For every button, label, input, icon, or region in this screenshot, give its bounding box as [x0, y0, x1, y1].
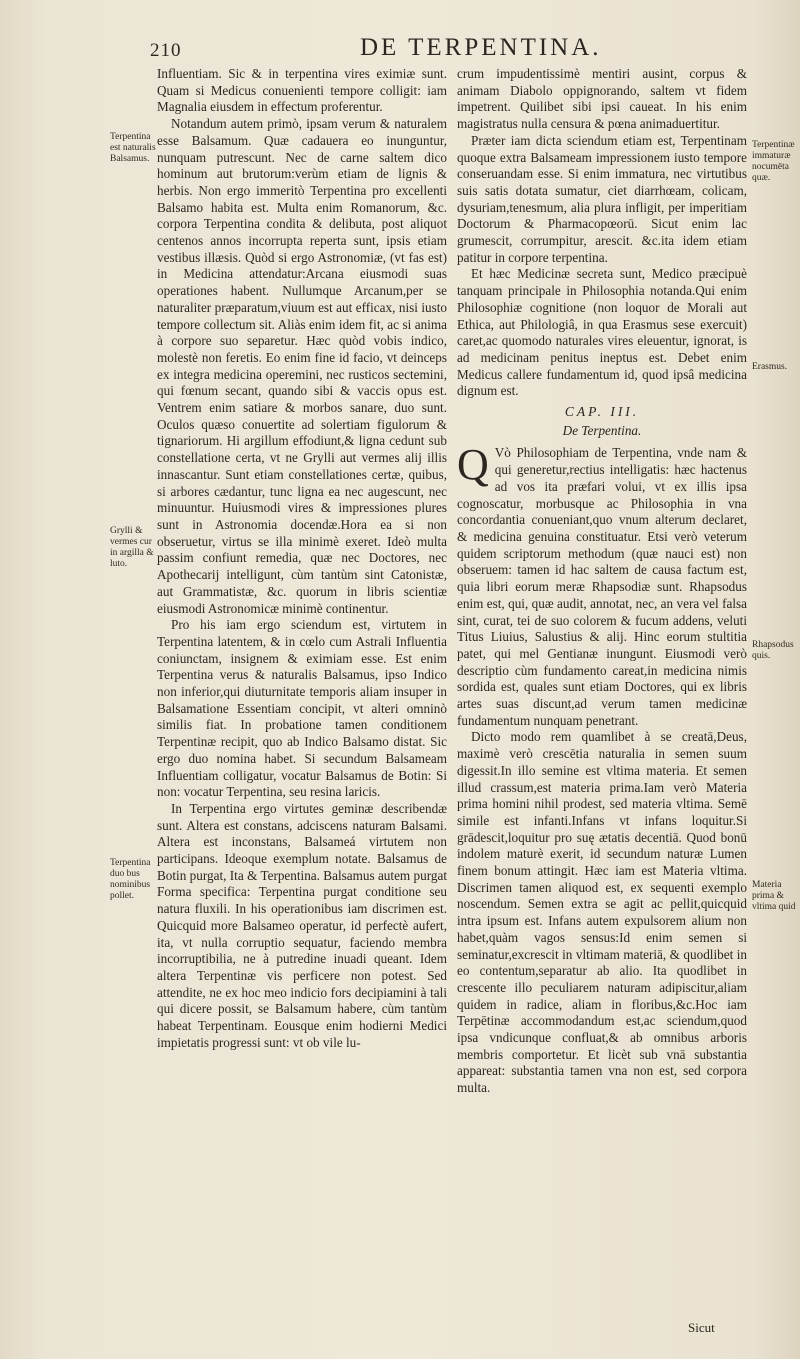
chapter-subtitle: De Terpentina.	[562, 422, 642, 438]
margin-note-left-2: Grylli & vermes cur in argilla & luto.	[110, 526, 154, 569]
chapter-heading: CAP. III.	[564, 404, 640, 420]
page-header	[150, 34, 730, 64]
paragraph: Influentiam. Sic & in terpentina vires eximiæ sunt. Quam si Medicus conuenienti tempore colligit: iam Magnalia eiusdem in effectum proferentur.	[157, 66, 447, 115]
paragraph: crum impudentissimè mentiri ausint, corpus & animam Diabolo oppignorando, saltem vt fidem impetrent. Quilibet sibi ipsi caueat. In his enim magistratus nulla censura & pœna animaduertitur.	[457, 66, 747, 132]
paragraph: In Terpentina ergo virtutes geminæ describendæ sunt. Altera est constans, adciscens naturam Balsami. Altera est inconstans, Balsameá virtutem non participans. Ideoque exemplum notate. Balsamus de Botin purgat, Ita & Terpentina. Balsamus autem purgat Forma specifica: Terpentina purgat conditione seu natura fluxili. In his operationibus iam discrimen est. Quicquid more Balsameo operatur, id perfectè aufert, ita, vt nulla corruptio sequatur, faciendo membra incorruptibilia, ne à putredine inuadi queant. Idem altera Terpentinæ vis perficere non potest. Sed attendite, ne ex hoc meo indicio fors decipiamini à tali qui dicere possit, se Balsamum habere, cùm tantùm habeat Terpentinam. Eousque enim hodierni Medici impietatis progressi sunt: vt ob vile lu-	[157, 800, 447, 1050]
paragraph-text: Vò Philosophiam de Terpentina, vnde nam & qui generetur,rectius intelligatis: hæc hactenus ad vos ita præfari volui, vt ex illis ipsa cognoscatur, morbusque ac Philosophia in vna concordantia conueniant,quo vnum alterum declaret, & medicina genuina constituatur. Etsi verò veterum quidem scriptorum methodum (quæ nauci est) non obseruem: tamen id hac saltem de causa factum est, quia libri eorum meræ Rhapsodiæ sunt. Rhapsodus enim est, qui, quæ audit, annotat, nec, an vera vel falsa sint, curat, tei de suo colorem & fucum addens, veluti Titus Liuius, Salustius & alij. Hinc eorum stultitia patet, qui mel Gentianæ inungunt. Eiusmodi verò descriptio cùm fundamento careat,in medicina nimis sordida est, quales sunt etiam Doctores, qui ex libris artes suas discunt,ad verum tamen medicinæ fundamentum nunquam penetrant.	[457, 445, 747, 728]
left-column	[157, 66, 447, 1051]
catchword: Sicut	[688, 1320, 715, 1335]
paragraph: Notandum autem primò, ipsam verum & naturalem esse Balsamum. Quæ cadauera eo inunguntur, nunquam putrescunt. Nec de carne saltem dico hominum aut brutorum:verùm etiam de lignis & herbis. Non ergo immeritò Terpentina pro excellenti Balsamo habita est. Multa enim Romanorum, &c. corpora Terpentina condita & delibuta, post aliquot centenos annos incorrupta reperta sunt, ipsis etiam vestibus illæsis. Quòd si ergo Astronomiæ, (vt fas est) in Medicina attendatur:Arcana eiusmodi suas operationes habent. Nullumque Arcanum,per se naturaliter præparatum,viuum est aut efficax, nisi iusto tempore collectum sit. Aliàs enim idem fit, ac si anima à corpore suo separetur. Hæc quòd vobis indico, molestè non feretis. Eo enim fine id facio, vt deinceps ex integra medicina operemini, nec rusticos sectemini, qui fœnum secant, quando sibi & vaccis opus est. Ventrem enim satiare & morbos sanare, duo sunt. Oculos quæso conuertite ad solertiam figulorum & tignariorum. Hi argillum effodiunt,& ligna cedunt sub constellatione certa, vt ne Grylli aut vermes alij illis innascantur. Sunt etiam constellationes certæ, quibus, si arbores cædantur, tunc ligna ea nec augescunt, nec minuuntur. Huiusmodi vires & impressiones plures sunt in Astronomia docendæ.Hora ea si non obseruetur, virtus se illa minimè exeret. Ideò multa passim confiunt remedia, quæ nec Doctores, nec Apothecarij intelligunt, cùm tantùm sint Catonistæ, aut Grammatistæ, &c. quorum in libris scientiæ eiusmodi Astronomicæ minimè continentur.	[157, 116, 447, 616]
paragraph: Pro his iam ergo sciendum est, virtutem in Terpentina latentem, & in cœlo cum Astrali Influentia coniunctam, insignem & eximiam esse. Est enim Terpentina verus & naturalis Balsamus, ipso Indico non inferior,qui diuturnitate temporis aliam insuper in Balsamatione Essentiam concipit, vt alteri omninò similis fiat. In probatione tamen conditionem Terpentinæ recipit, quo ab Indico Balsamo distat. Sic ergo duo nomina habet. Si secundum Balsameam Influentiam colligatur, vocatur Balsamus de Botin: Si non: vocatur Terpentina, seu resina laricis.	[157, 617, 447, 800]
margin-note-left-3: Terpentina duo bus nominibus pollet.	[110, 858, 151, 901]
paragraph: Et hæc Medicinæ secreta sunt, Medico præcipuè tanquam principale in Philosophia notanda.Qui enim Philosophiæ cognitione (non loquor de Morali aut Ethica, aut Philologiâ, in qua Erasmus sese exercuit) caret,ac quomodo naturales vires eleuentur, ignorat, is ad medicinam penitus ineptus est. Debet enim Medicus callere fundamentum id, quod ipsâ medicina dignum est.	[457, 266, 747, 399]
margin-note-right-1: Terpentinæ immaturæ nocumēta quæ.	[752, 140, 795, 183]
paragraph: Præter iam dicta sciendum etiam est, Terpentinam quoque extra Balsameam impressionem iusto tempore conseruandam esse. Si enim immatura, nec virtutibus suis satis dotata sumatur, ciet diarrhœam, colicam, dysuriam,tenesmum, alia plura infligit, per imperitiam Doctorum & Pharmacopœorū. Sicut enim lac grumescit, corrumpitur, arescit. &c.ita idem etiam patitur in corpore terpentina.	[457, 132, 747, 265]
paragraph: Dicto modo rem quamlibet à se creatā,Deus, maximè verò crescētia naturalia in semen suum digessit.In illo semine est vltima materia. Et semen illud crassum,est materia prima.Iam verò Materia prima homini nihil prodest, sed materia vltima. Semē simile est infanti.Infans vt infans loquitur.Si grādescit,loquitur pro suę ætatis decentiā. Quod bonū indolem maturè exerit, id secundum naturæ Lumen finem bonum attingit. Hæc iam est Materia vltima. Discrimen tamen aliquod est, ex sequenti exemplo noscendum. Semen extra se agit ac pellit,quicquid intra ipsum est. Infans autem expulsorem alium non habet,quàm vagos sensus:Id enim semen si seminatur,excrescit in vltimam materiā, & quodlibet in eo contentum,separatur ab alio. Ita quodlibet in crescente illo peculiarem naturam adipiscitur,aliam quidem in radice, aliam in floribus,&c.Hoc iam Terpētinæ accommodandum est,ac sciendum,quod ipsa vndicunque confluat,& ab omnibus arboris membris comportetur. Et licèt sub vnā substantia appareat: substantia tamen vna non est, sed corpora multa.	[457, 729, 747, 1096]
drop-cap: Q	[457, 440, 489, 490]
margin-note-right-2: Erasmus.	[752, 362, 788, 372]
page-number: 210	[150, 40, 182, 61]
margin-note-right-3: Rhapsodus quis.	[752, 640, 794, 661]
right-column	[457, 66, 747, 1097]
margin-note-left-1: Terpentina est naturalis Balsamus.	[110, 132, 156, 164]
margin-note-right-4: Materia prima & vltima quid	[752, 880, 796, 912]
running-title: DE TERPENTINA.	[360, 34, 602, 61]
paragraph-with-dropcap	[457, 440, 747, 729]
